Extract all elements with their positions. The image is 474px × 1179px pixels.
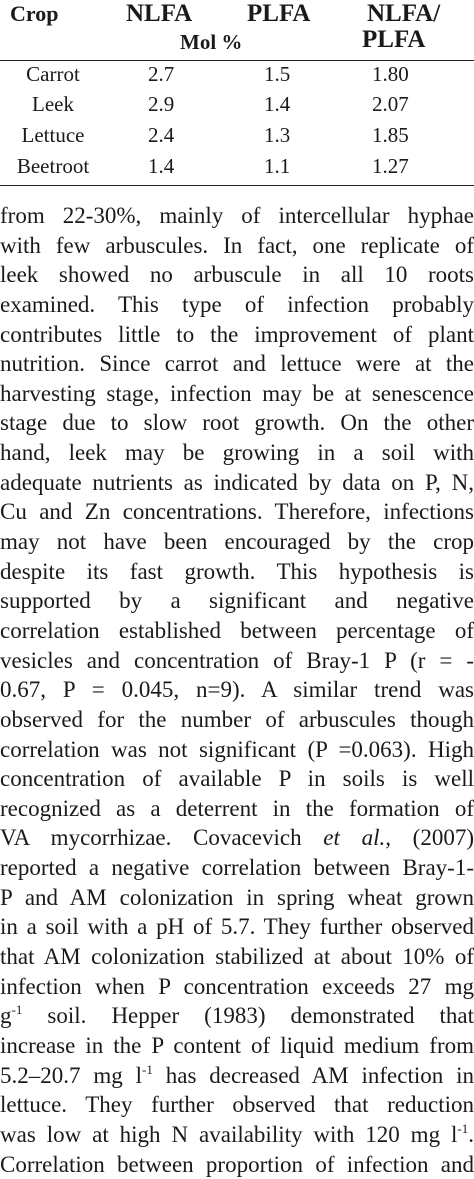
text-line: Cu and Zn concentrations. Therefore, infections — [0, 497, 474, 527]
et-al-citation: et al., — [323, 825, 391, 850]
cell-crop: Lettuce — [0, 120, 106, 150]
text-line: reported a negative correlation between Bray-1- — [0, 853, 474, 883]
cell-nlfa: 2.4 — [148, 120, 174, 150]
header-nlfa: NLFA — [126, 1, 192, 26]
header-plfa: PLFA — [247, 1, 310, 26]
cell-plfa: 1.3 — [264, 120, 290, 150]
superscript: -1 — [142, 1062, 153, 1077]
text-line: lettuce. They further observed that reduction — [0, 1090, 474, 1120]
cell-crop: Carrot — [0, 59, 106, 89]
text-line: supported by a significant and negative — [0, 586, 474, 616]
text-line: from 22-30%, mainly of intercellular hyphae — [0, 201, 474, 231]
table-row — [0, 59, 474, 89]
text-line: stage due to slow root growth. On the other — [0, 408, 474, 438]
text-line: correlation established between percentage of — [0, 616, 474, 646]
header-ratio-line2: PLFA — [362, 27, 425, 52]
superscript: -1 — [457, 1121, 468, 1136]
cell-ratio: 1.80 — [372, 59, 409, 89]
header-ratio-line1: NLFA/ — [367, 1, 440, 26]
text-run: . — [468, 1122, 474, 1147]
text-line: infection when P concentration exceeds 27 mg — [0, 972, 474, 1002]
text-line: 0.67, P = 0.045, n=9). A similar trend was — [0, 675, 474, 705]
text-run: (2007) — [413, 825, 474, 850]
table-bottom-rule — [0, 185, 474, 186]
cell-ratio: 1.27 — [372, 151, 409, 181]
table-row — [0, 89, 474, 119]
table-row — [0, 151, 474, 181]
text-run: soil. Hepper (1983) demonstrated that — [47, 1003, 474, 1028]
table-row — [0, 120, 474, 150]
text-line: observed for the number of arbuscules though — [0, 705, 474, 735]
text-line: adequate nutrients as indicated by data on P, N, — [0, 468, 474, 498]
text-line: with few arbuscules. In fact, one replicate of — [0, 231, 474, 261]
text-line: recognized as a deterrent in the formation of — [0, 794, 474, 824]
text-line: in a soil with a pH of 5.7. They further observed — [0, 912, 474, 942]
text-line — [0, 823, 474, 853]
cell-plfa: 1.4 — [264, 89, 290, 119]
text-line — [0, 1001, 474, 1031]
text-line: that AM colonization stabilized at about 10% of — [0, 942, 474, 972]
cell-ratio: 1.85 — [372, 120, 409, 150]
text-line: hand, leek may be growing in a soil with — [0, 438, 474, 468]
header-unit: Mol % — [180, 32, 242, 53]
cell-nlfa: 1.4 — [148, 151, 174, 181]
text-line: increase in the P content of liquid medium from — [0, 1031, 474, 1061]
text-line: Correlation between proportion of infection and — [0, 1150, 474, 1179]
text-line: may not have been encouraged by the crop — [0, 527, 474, 557]
header-crop: Crop — [10, 3, 59, 25]
text-line: harvesting stage, infection may be at senescence — [0, 379, 474, 409]
superscript: -1 — [12, 1002, 23, 1017]
text-line: nutrition. Since carrot and lettuce were at the — [0, 349, 474, 379]
cell-ratio: 2.07 — [372, 89, 409, 119]
text-line: P and AM colonization in spring wheat grown — [0, 883, 474, 913]
text-line: examined. This type of infection probably — [0, 290, 474, 320]
text-run: g — [0, 1003, 12, 1028]
text-line: leek showed no arbuscule in all 10 roots — [0, 260, 474, 290]
text-run: VA mycorrhizae. Covacevich — [0, 825, 302, 850]
text-line — [0, 1120, 474, 1150]
cell-nlfa: 2.9 — [148, 89, 174, 119]
text-line — [0, 1061, 474, 1091]
cell-plfa: 1.1 — [264, 151, 290, 181]
text-run: has decreased AM infection in — [166, 1063, 474, 1088]
text-line: vesicles and concentration of Bray-1 P (r = - — [0, 646, 474, 676]
body-paragraph — [0, 201, 474, 1179]
cell-plfa: 1.5 — [264, 59, 290, 89]
text-line: correlation was not significant (P =0.063). High — [0, 735, 474, 765]
text-run: was low at high N availability with 120 mg l — [0, 1122, 457, 1147]
cell-crop: Beetroot — [0, 151, 106, 181]
text-line: concentration of available P in soils is well — [0, 764, 474, 794]
cell-crop: Leek — [0, 89, 106, 119]
text-run: 5.2–20.7 mg l — [0, 1063, 142, 1088]
text-line: contributes little to the improvement of plant — [0, 320, 474, 350]
text-line: despite its fast growth. This hypothesis is — [0, 557, 474, 587]
cell-nlfa: 2.7 — [148, 59, 174, 89]
